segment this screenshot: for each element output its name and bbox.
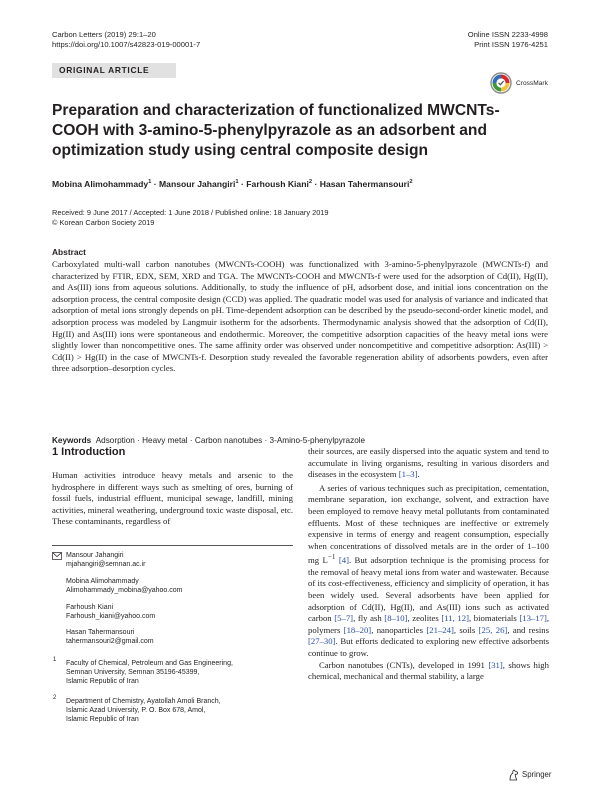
author-affiliation-mark: 1 (235, 179, 239, 185)
springer-horse-icon (508, 769, 519, 781)
affiliation-number: 2 (53, 695, 57, 701)
citation-link[interactable]: [1–3] (398, 469, 418, 480)
crossmark-label: CrossMark (516, 80, 548, 87)
crossmark-button[interactable] (490, 72, 550, 102)
issn-block (468, 30, 548, 50)
author-separator: · (238, 178, 247, 189)
correspondent-email[interactable]: mjahangiri@semnan.ac.ir (66, 561, 146, 569)
affiliation-number: 1 (53, 657, 57, 663)
author-affiliation-mark: 2 (308, 179, 313, 185)
doi-link[interactable]: https://doi.org/10.1007/s42823-019-00001-7 (52, 40, 201, 49)
left-column (52, 470, 293, 528)
affiliation-1: Faculty of Chemical, Petroleum and Gas Engineering, Semnan University, Semnan 35196-45399, Islamic Republic of Iran (66, 660, 233, 686)
author-contact-name: Farhoush Kiani (66, 604, 114, 611)
author-name: Mobina Alimohammady (52, 178, 149, 189)
author-contact-email[interactable]: tahermansouri2@gmail.com (66, 638, 154, 646)
author-separator: · (151, 178, 160, 189)
keywords-label: Keywords (52, 436, 92, 445)
citation-link[interactable]: [8–10] (384, 613, 408, 624)
issn-online: Online ISSN 2233-4998 (467, 30, 548, 39)
article-type-badge (52, 63, 176, 78)
author-name: Mansour Jahangiri (159, 178, 236, 189)
citation-link[interactable]: [11, 12] (441, 613, 470, 624)
copyright-line: © Korean Carbon Society 2019 (52, 218, 155, 227)
affiliation-2: Department of Chemistry, Ayatollah Amoli Branch, Islamic Azad University, P. O. Box 678, Amol, Islamic Republic of Iran (66, 698, 221, 724)
author-affiliation-mark: 2 (409, 179, 413, 185)
journal-volume: Carbon Letters (2019) 29:1–20 (52, 30, 156, 39)
article-type-label: ORIGINAL ARTICLE (59, 65, 150, 75)
publication-dates (52, 208, 552, 228)
springer-wordmark: Springer (522, 770, 552, 779)
author-affiliation-mark: 1 (148, 179, 152, 185)
citation-link[interactable]: [21–24] (426, 624, 454, 635)
right-column (308, 446, 549, 683)
article-title: Preparation and characterization of functionalized MWCNTs-COOH with 3-amino-5-phenylpyrazole as an adsorbent and optimization study using central composite design (52, 102, 500, 159)
author-separator: · (312, 178, 320, 189)
citation-link[interactable]: [4] (338, 555, 350, 566)
author-contact-email[interactable]: Farhoush_kiani@yahoo.com (66, 613, 156, 621)
keywords-text: Adsorption · Heavy metal · Carbon nanotubes · 3-Amino-5-phenylpyrazole (95, 436, 366, 445)
author-name: Hasan Tahermansouri (319, 178, 410, 189)
intro-paragraph: Carbon nanotubes (CNTs), developed in 1991 [31], shows high chemical, mechanical and thermal stability, a large (308, 659, 549, 682)
springer-logo (508, 769, 558, 783)
journal-citation (52, 30, 200, 50)
keywords-line (52, 436, 548, 445)
crossmark-icon (490, 72, 512, 94)
author-list (52, 176, 552, 190)
author-contact-name: Hasan Tahermansouri (66, 629, 135, 636)
citation-link[interactable]: [27–30] (308, 636, 336, 647)
author-name: Farhoush Kiani (246, 178, 309, 189)
correspondence-block (66, 551, 145, 569)
footnote-divider (52, 545, 293, 546)
abstract-text: Carboxylated multi-wall carbon nanotubes (MWCNTs-COOH) was functionalized with 3-amino-5-phenylpyrazole (MWCNTs-f) and characterized by FTIR, EDX, SEM, XRD and TGA. The MWCNTs-COOH and MWCNTs-f were used for the adsorption of Cd(II), Hg(II), and As(III) ions from aqueous solutions. Additionally, to study the influence of pH, adsorbent dose, and initial ions concentration on the adsorption process, the central composite design (CCD) was applied. The quadratic model was used for analysis of variance and indicated that adsorption of metal ions strongly depends on pH. Time-dependent adsorption can be described by the pseudo-second-order kinetic model, and adsorption process was modeled by Langmuir isotherm for the adsorbents. Thermodynamic analysis showed that the adsorption of Cd(II), Hg(II) and As(III) ions were spontaneous and endothermic. Moreover, the competitive adsorption capacities of the heavy metal ions were slightly lower than noncompetitive ones. The same affinity order was observed under noncompetitive and competitive adsorption: As(III) > Cd(II) > Hg(II) in the case of MWCNTs-f. Desorption study revealed the favorable regeneration ability of adsorbents powders, even after three adsorption–desorption cycles. (52, 259, 548, 374)
section-heading-introduction: 1 Introduction (52, 446, 126, 458)
author-contact-email[interactable]: Alimohammady_mobina@yahoo.com (66, 587, 183, 595)
citation-link[interactable]: [25, 26] (478, 624, 508, 635)
author-contact (66, 628, 154, 646)
abstract-heading: Abstract (52, 247, 86, 257)
citation-link[interactable]: [31] (488, 659, 503, 670)
intro-paragraph: Human activities introduce heavy metals and arsenic to the hydrosphere in different ways such as smelting of ores, burning of fossil fuels, industrial effluent, municipal sewage, landfill, mining activities, mineral weathering, underground toxic waste disposal, etc. These contaminants, regardless of (52, 470, 293, 527)
citation-link[interactable]: [13–17] (519, 613, 547, 624)
history-dates: Received: 9 June 2017 / Accepted: 1 June 2018 / Published online: 18 January 2019 (52, 208, 329, 217)
intro-paragraph: A series of various techniques such as precipitation, cementation, membrane separation, ion exchange, solvent, and extraction have been employed to remove heavy metal pollutants from contaminated effluents. Most of these techniques are ineffective or extremely expensive in terms of energy and reagent consumption, especially when concentrations of dissolved metals are in the order of 1–100 mg $L^{-1}$ [4]. But adsorption technique is the promising process for the removal of heavy metal ions from water and wastewater. Because of its cost-effectiveness, efficiency and simplicity of operation, it has been widely used. Several adsorbents have been applied for adsorption of Cd(II), Hg(II), and As(III) ions such as activated carbon [5–7], fly ash [8–10], zeolites [11, 12], biomaterials [13–17], polymers [18–20], nanoparticles [21–24], soils [25, 26], and resins [27–30]. But efforts dedicated to exploring new effective adsorbents continue to grow. (308, 482, 550, 658)
issn-print: Print ISSN 1976-4251 (474, 40, 548, 49)
author-contact (66, 577, 182, 595)
intro-paragraph: their sources, are easily dispersed into the aquatic system and tend to accumulate in living organisms, resulting in various disorders and diseases in the ecosystem [1–3]. (308, 446, 549, 480)
citation-link[interactable]: [18–20] (343, 624, 372, 635)
citation-link[interactable]: [5–7] (334, 613, 354, 624)
correspondent-name: Mansour Jahangiri (66, 552, 124, 559)
author-contact-name: Mobina Alimohammady (66, 578, 139, 585)
envelope-icon (52, 552, 62, 560)
author-contact (66, 603, 155, 621)
